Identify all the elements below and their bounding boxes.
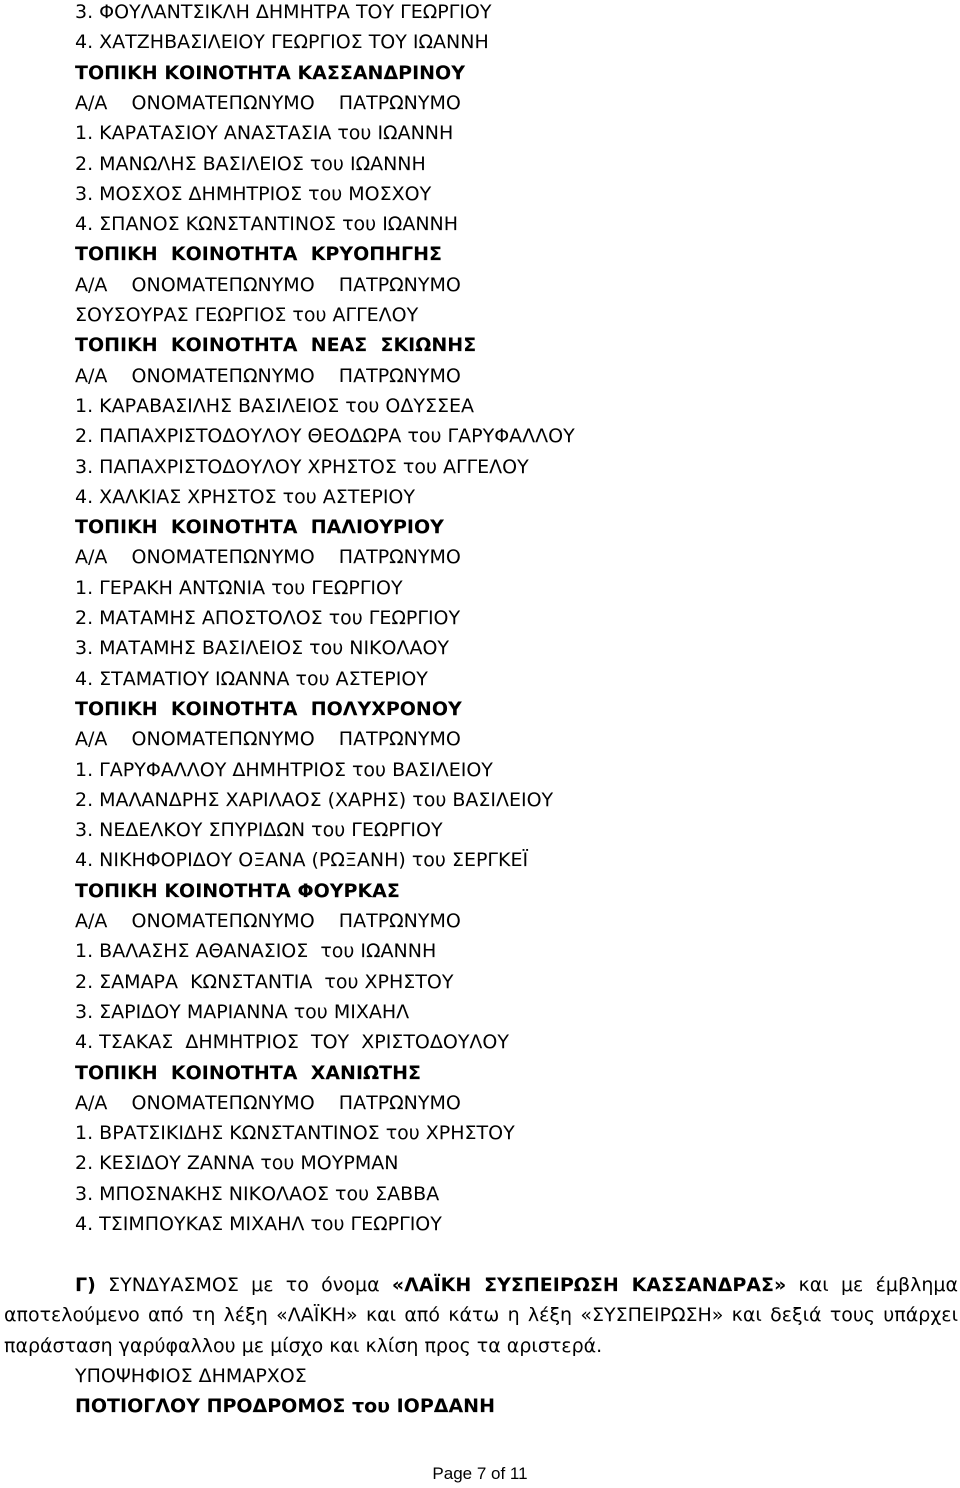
coalition-paragraph bbox=[4, 1270, 958, 1361]
community-heading: ΤΟΠΙΚΗ ΚΟΙΝΟΤΗΤΑ ΠΑΛΙΟΥΡΙΟΥ bbox=[75, 516, 444, 539]
list-line: Α/Α ΟΝΟΜΑΤΕΠΩΝΥΜΟ ΠΑΤΡΩΝΥΜΟ bbox=[75, 1091, 461, 1114]
community-heading: ΤΟΠΙΚΗ ΚΟΙΝΟΤΗΤΑ ΦΟΥΡΚΑΣ bbox=[75, 879, 400, 902]
list-line: Α/Α ΟΝΟΜΑΤΕΠΩΝΥΜΟ ΠΑΤΡΩΝΥΜΟ bbox=[75, 546, 461, 569]
section-label: Γ) bbox=[75, 1274, 96, 1296]
list-line: 3. ΜΟΣΧΟΣ ΔΗΜΗΤΡΙΟΣ του ΜΟΣΧΟΥ bbox=[75, 182, 432, 205]
list-line: Α/Α ΟΝΟΜΑΤΕΠΩΝΥΜΟ ΠΑΤΡΩΝΥΜΟ bbox=[75, 364, 461, 387]
list-line: 4. ΣΤΑΜΑΤΙΟΥ ΙΩΑΝΝΑ του ΑΣΤΕΡΙΟΥ bbox=[75, 667, 428, 690]
list-line: ΣΟΥΣΟΥΡΑΣ ΓΕΩΡΓΙΟΣ του ΑΓΓΕΛΟΥ bbox=[75, 304, 419, 326]
list-line: 4. ΧΑΤΖΗΒΑΣΙΛΕΙΟΥ ΓΕΩΡΓΙΟΣ ΤΟΥ ΙΩΑΝΝΗ bbox=[75, 31, 489, 54]
list-line: 3. ΜΑΤΑΜΗΣ ΒΑΣΙΛΕΙΟΣ του ΝΙΚΟΛΑΟΥ bbox=[75, 637, 450, 660]
party-name: «ΛΑΪΚΗ ΣΥΣΠΕΙΡΩΣΗ ΚΑΣΣΑΝΔΡΑΣ» bbox=[391, 1274, 787, 1296]
list-line: 1. ΚΑΡΑΤΑΣΙΟΥ ΑΝΑΣΤΑΣΙΑ του ΙΩΑΝΝΗ bbox=[75, 122, 454, 145]
list-line: 1. ΓΑΡΥΦΑΛΛΟΥ ΔΗΜΗΤΡΙΟΣ του ΒΑΣΙΛΕΙΟΥ bbox=[75, 758, 493, 781]
list-line: Α/Α ΟΝΟΜΑΤΕΠΩΝΥΜΟ ΠΑΤΡΩΝΥΜΟ bbox=[75, 910, 461, 932]
community-heading: ΤΟΠΙΚΗ ΚΟΙΝΟΤΗΤΑ ΚΑΣΣΑΝΔΡΙΝΟΥ bbox=[75, 61, 465, 84]
candidate-name: ΠΟΤΙΟΓΛΟΥ ΠΡΟΔΡΟΜΟΣ του ΙΟΡΔΑΝΗ bbox=[75, 1395, 495, 1417]
list-line: 4. ΣΠΑΝΟΣ ΚΩΝΣΤΑΝΤΙΝΟΣ του ΙΩΑΝΝΗ bbox=[75, 213, 459, 236]
community-heading: ΤΟΠΙΚΗ ΚΟΙΝΟΤΗΤΑ ΧΑΝΙΩΤΗΣ bbox=[75, 1061, 422, 1084]
list-line: 2. ΠΑΠΑΧΡΙΣΤΟΔΟΥΛΟΥ ΘΕΟΔΩΡΑ του ΓΑΡΥΦΑΛΛΟΥ bbox=[75, 425, 575, 448]
list-line: 1. ΒΑΛΑΣΗΣ ΑΘΑΝΑΣΙΟΣ του ΙΩΑΝΝΗ bbox=[75, 940, 437, 963]
paragraph-text-2: και με έμβλημα αποτελούμενο από τη λέξη «ΛΑΪΚΗ» και από κάτω η λέξη «ΣΥΣΠΕΙΡΩΣΗ» και δεξιά τους υπάρχει παράσταση γαρύφαλλου με μίσχο και κλίση προς τα αριστερά. bbox=[4, 1274, 958, 1357]
list-line: 3. ΠΑΠΑΧΡΙΣΤΟΔΟΥΛΟΥ ΧΡΗΣΤΟΣ του ΑΓΓΕΛΟΥ bbox=[75, 455, 529, 478]
list-line: 1. ΓΕΡΑΚΗ ΑΝΤΩΝΙΑ του ΓΕΩΡΓΙΟΥ bbox=[75, 576, 403, 599]
list-line: 4. ΝΙΚΗΦΟΡΙΔΟΥ ΟΞΑΝΑ (ΡΩΞΑΝΗ) του ΣΕΡΓΚΕΪ bbox=[75, 849, 529, 872]
list-line: 3. ΝΕΔΕΛΚΟΥ ΣΠΥΡΙΔΩΝ του ΓΕΩΡΓΙΟΥ bbox=[75, 819, 443, 842]
list-line: 4. ΤΣΙΜΠΟΥΚΑΣ ΜΙΧΑΗΛ του ΓΕΩΡΓΙΟΥ bbox=[75, 1213, 442, 1235]
list-line: 2. ΚΕΣΙΔΟΥ ΖΑΝΝΑ του ΜΟΥΡΜΑΝ bbox=[75, 1152, 399, 1175]
community-heading: ΤΟΠΙΚΗ ΚΟΙΝΟΤΗΤΑ ΠΟΛΥΧΡΟΝΟΥ bbox=[75, 697, 462, 720]
list-line: 4. ΧΑΛΚΙΑΣ ΧΡΗΣΤΟΣ του ΑΣΤΕΡΙΟΥ bbox=[75, 485, 415, 508]
community-heading: ΤΟΠΙΚΗ ΚΟΙΝΟΤΗΤΑ ΚΡΥΟΠΗΓΗΣ bbox=[75, 243, 443, 266]
list-line: 3. ΣΑΡΙΔΟΥ ΜΑΡΙΑΝΝΑ του ΜΙΧΑΗΛ bbox=[75, 1000, 410, 1023]
paragraph-text-1: ΣΥΝΔΥΑΣΜΟΣ με το όνομα bbox=[95, 1274, 392, 1296]
page-number: Page 7 of 11 bbox=[432, 1464, 528, 1483]
list-line: 1. ΚΑΡΑΒΑΣΙΛΗΣ ΒΑΣΙΛΕΙΟΣ του ΟΔΥΣΣΕΑ bbox=[75, 394, 474, 417]
list-line: 2. ΜΑΤΑΜΗΣ ΑΠΟΣΤΟΛΟΣ του ΓΕΩΡΓΙΟΥ bbox=[75, 607, 461, 629]
list-line: Α/Α ΟΝΟΜΑΤΕΠΩΝΥΜΟ ΠΑΤΡΩΝΥΜΟ bbox=[75, 273, 461, 296]
list-line: 2. ΣΑΜΑΡΑ ΚΩΝΣΤΑΝΤΙΑ του ΧΡΗΣΤΟΥ bbox=[75, 970, 454, 993]
community-heading: ΤΟΠΙΚΗ ΚΟΙΝΟΤΗΤΑ ΝΕΑΣ ΣΚΙΩΝΗΣ bbox=[75, 334, 477, 357]
list-line: 4. ΤΣΑΚΑΣ ΔΗΜΗΤΡΙΟΣ ΤΟΥ ΧΡΙΣΤΟΔΟΥΛΟΥ bbox=[75, 1031, 509, 1054]
list-line: Α/Α ΟΝΟΜΑΤΕΠΩΝΥΜΟ ΠΑΤΡΩΝΥΜΟ bbox=[75, 728, 461, 751]
list-line: Α/Α ΟΝΟΜΑΤΕΠΩΝΥΜΟ ΠΑΤΡΩΝΥΜΟ bbox=[75, 91, 461, 114]
list-line: 3. ΦΟΥΛΑΝΤΣΙΚΛΗ ΔΗΜΗΤΡΑ ΤΟΥ ΓΕΩΡΓΙΟΥ bbox=[75, 1, 492, 23]
list-line: 3. ΜΠΟΣΝΑΚΗΣ ΝΙΚΟΛΑΟΣ του ΣΑΒΒΑ bbox=[75, 1182, 440, 1205]
list-line: 2. ΜΑΛΑΝΔΡΗΣ ΧΑΡΙΛΑΟΣ (ΧΑΡΗΣ) του ΒΑΣΙΛΕΙΟΥ bbox=[75, 788, 554, 811]
list-line: 1. ΒΡΑΤΣΙΚΙΔΗΣ ΚΩΝΣΤΑΝΤΙΝΟΣ του ΧΡΗΣΤΟΥ bbox=[75, 1122, 515, 1145]
list-line: 2. ΜΑΝΩΛΗΣ ΒΑΣΙΛΕΙΟΣ του ΙΩΑΝΝΗ bbox=[75, 152, 426, 175]
candidate-role: ΥΠΟΨΗΦΙΟΣ ΔΗΜΑΡΧΟΣ bbox=[75, 1365, 307, 1387]
